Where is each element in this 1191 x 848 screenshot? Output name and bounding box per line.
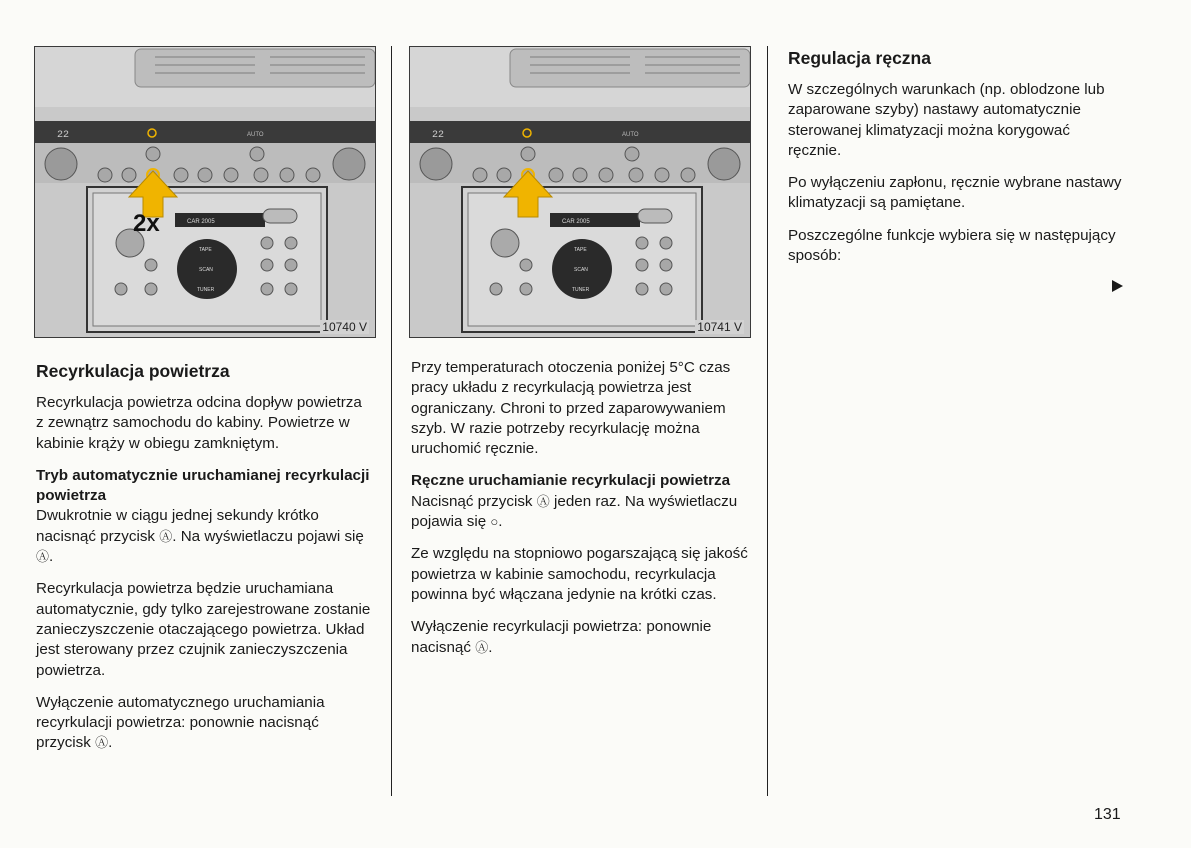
dial-label-tuner: TUNER — [572, 287, 590, 293]
continue-arrow-icon — [1112, 280, 1123, 292]
page-number: 131 — [1094, 806, 1121, 823]
auto-description-paragraph: Recyrkulacja powietrza będzie uruchamiana automatycznie, gdy tylko zarejestrowane zostanie zanieczyszczenie otaczającego powietrza. Układ jest sterowany przez czujnik zanieczyszczenia powietrza. — [36, 580, 371, 679]
figure-id: 10740 V — [322, 320, 367, 334]
column-rule-right — [767, 46, 768, 796]
display-mode: AUTO — [247, 132, 264, 138]
figure-id: 10741 V — [697, 320, 742, 334]
right-column — [788, 47, 1123, 278]
recirc-auto-icon: Ⓐ — [475, 639, 489, 655]
manual-adjust-paragraph: W szczególnych warunkach (np. oblodzone lub zaparowane szyby) nastawy automatycznie sterowanej klimatyzacji można korygować ręcznie. — [788, 81, 1105, 159]
functions-paragraph: Poszczególne funkcje wybiera się w następujący sposób: — [788, 226, 1116, 265]
column-rule-left — [391, 46, 392, 796]
recirc-auto-icon: Ⓐ — [159, 528, 173, 544]
display-temp: 22 — [432, 130, 445, 141]
auto-off-paragraph: Wyłączenie automatycznego uruchamiania recyrkulacji powietrza: ponownie nacisnąć przycisk Ⓐ. — [36, 693, 325, 752]
temperature-paragraph: Przy temperaturach otoczenia poniżej 5°C czas pracy układu z recyrkulacją powietrza jest ograniczany. Chroni to przed zaparowywaniem szyb. W razie potrzeby recyrkulację można uruchomić ręcznie. — [411, 359, 731, 458]
figure-climate-panel-2x — [34, 46, 376, 338]
intro-paragraph: Recyrkulacja powietrza odcina dopływ powietrza z zewnątrz samochodu do kabiny. Powietrze w kabinie krąży w obiegu zamkniętym. — [36, 394, 362, 452]
dial-label-tuner: TUNER — [197, 287, 215, 293]
figure-climate-panel-once — [409, 46, 751, 338]
press-twice-label: 2x — [133, 210, 160, 237]
display-temp: 22 — [57, 130, 70, 141]
climate-panel-illustration — [35, 47, 375, 337]
air-quality-paragraph: Ze względu na stopniowo pogarszającą się jakość powietrza w kabinie samochodu, recyrkulacja powinna być włączana jedynie na krótki czas. — [411, 545, 748, 603]
radio-label: CAR 2005 — [187, 219, 215, 225]
display-mode: AUTO — [622, 132, 639, 138]
recirc-auto-icon: Ⓐ — [95, 735, 109, 751]
middle-column — [411, 358, 751, 670]
auto-paragraph: Dwukrotnie w ciągu jednej sekundy krótko nacisnąć przycisk Ⓐ. Na wyświetlaczu pojawi się Ⓐ. — [36, 507, 364, 566]
dial-label-scan: SCAN — [199, 267, 213, 273]
dial-label-tape: TAPE — [199, 247, 212, 253]
recirc-auto-icon: Ⓐ — [36, 549, 50, 565]
memory-paragraph: Po wyłączeniu zapłonu, ręcznie wybrane nastawy klimatyzacji są pamiętane. — [788, 174, 1122, 212]
recirc-icon: ○ — [490, 514, 499, 530]
radio-label: CAR 2005 — [562, 219, 590, 225]
section-heading: Regulacja ręczna — [788, 48, 931, 68]
left-column — [36, 360, 372, 766]
recirc-auto-icon: Ⓐ — [536, 493, 550, 509]
manual-paragraph: Nacisnąć przycisk Ⓐ jeden raz. Na wyświetlaczu pojawia się ○. — [411, 492, 738, 531]
climate-panel-illustration — [410, 47, 750, 337]
manual-subheading: Ręczne uruchamianie recyrkulacji powietrza — [411, 472, 731, 490]
section-heading: Recyrkulacja powietrza — [36, 361, 230, 381]
dial-label-tape: TAPE — [574, 247, 587, 253]
auto-subheading: Tryb automatycznie uruchamianej recyrkulacji powietrza — [36, 466, 370, 505]
dial-label-scan: SCAN — [574, 267, 588, 273]
recirc-off-paragraph: Wyłączenie recyrkulacji powietrza: ponownie nacisnąć Ⓐ. — [411, 618, 712, 656]
